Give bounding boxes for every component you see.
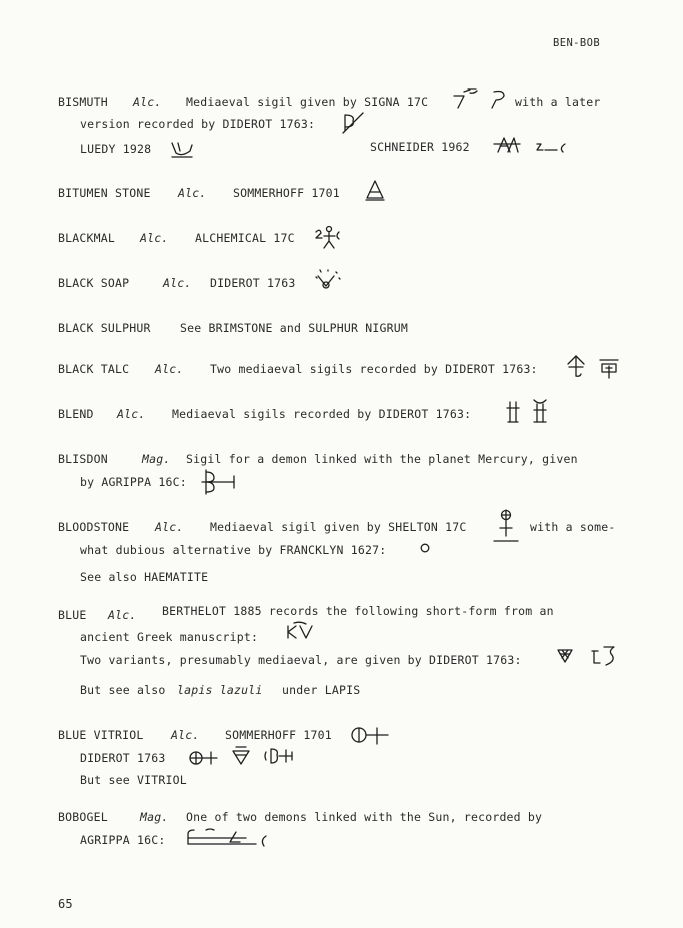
bloodstone-sigil bbox=[494, 508, 518, 544]
blue-vitriol-sigil-sommerhoff bbox=[350, 724, 392, 746]
blue-sigil-variant-1 bbox=[556, 648, 574, 664]
entry-text: Mediaeval sigil given by SIGNA 17C bbox=[186, 95, 429, 109]
page-number: 65 bbox=[58, 897, 73, 911]
entry-text: version recorded by DIDEROT 1763: bbox=[80, 117, 316, 131]
entry-text: SOMMERHOFF 1701 bbox=[233, 186, 340, 200]
blue-sigil-variant-2 bbox=[590, 643, 620, 667]
entry-text: BERTHELOT 1885 records the following short-form from an bbox=[162, 604, 554, 618]
blue-vitriol-sigil-diderot-3 bbox=[262, 744, 298, 768]
blend-sigil-1 bbox=[505, 398, 521, 426]
entry-tag: Alc. bbox=[155, 362, 184, 376]
entry-text: with a later bbox=[515, 95, 601, 109]
black-talc-sigil-1 bbox=[566, 354, 586, 380]
entry-term: BISMUTH bbox=[58, 95, 108, 109]
blue-vitriol-sigil-diderot-1 bbox=[187, 748, 221, 768]
blend-sigil-2 bbox=[530, 396, 550, 426]
entry-tag: Alc. bbox=[140, 231, 169, 245]
entry-term: BOBOGEL bbox=[58, 810, 108, 824]
entry-term: BITUMEN STONE bbox=[58, 186, 151, 200]
blue-sigil-greek bbox=[284, 622, 320, 642]
running-header: BEN-BOB bbox=[553, 37, 601, 49]
blue-vitriol-sigil-diderot-2 bbox=[230, 745, 252, 767]
bismuth-sigil-schneider-2 bbox=[535, 138, 569, 156]
entry-tag: Alc. bbox=[108, 608, 137, 622]
entry-term: BLISDON bbox=[58, 452, 108, 466]
bismuth-sigil-schneider-1 bbox=[492, 134, 522, 158]
bloodstone-sigil-alt bbox=[419, 542, 431, 554]
entry-term: BLEND bbox=[58, 407, 94, 421]
entry-text: by AGRIPPA 16C: bbox=[80, 475, 187, 489]
entry-tag: Alc. bbox=[133, 95, 162, 109]
entry-term: BLOODSTONE bbox=[58, 520, 130, 534]
entry-text: ancient Greek manuscript: bbox=[80, 630, 259, 644]
bobogel-sigil bbox=[186, 826, 272, 850]
blisdon-sigil bbox=[200, 468, 238, 496]
bitumen-sigil bbox=[364, 178, 386, 202]
black-soap-sigil bbox=[314, 268, 342, 294]
entry-text: DIDEROT 1763 bbox=[80, 751, 166, 765]
entry-tag: Alc. bbox=[163, 276, 192, 290]
entry-term: BLACKMAL bbox=[58, 231, 115, 245]
entry-term: BLACK SULPHUR bbox=[58, 321, 151, 335]
black-talc-sigil-2 bbox=[597, 356, 621, 382]
bismuth-sigil-later bbox=[488, 88, 512, 112]
entry-term: BLUE VITRIOL bbox=[58, 728, 144, 742]
entry-text: Sigil for a demon linked with the planet Mercury, given bbox=[186, 452, 578, 466]
entry-text: But see VITRIOL bbox=[80, 773, 187, 787]
entry-text: LUEDY 1928 bbox=[80, 142, 152, 156]
entry-text: DIDEROT 1763 bbox=[210, 276, 296, 290]
entry-text: with a some- bbox=[530, 520, 616, 534]
entry-text: See BRIMSTONE and SULPHUR NIGRUM bbox=[180, 321, 408, 335]
entry-text-italic: lapis lazuli bbox=[177, 683, 263, 697]
entry-text: One of two demons linked with the Sun, recorded by bbox=[186, 810, 543, 824]
entry-text: SOMMERHOFF 1701 bbox=[225, 728, 332, 742]
entry-term: BLACK TALC bbox=[58, 362, 130, 376]
blackmal-sigil bbox=[313, 224, 343, 252]
entry-text: See also HAEMATITE bbox=[80, 570, 209, 584]
entry-text: Mediaeval sigils recorded by DIDEROT 1763: bbox=[172, 407, 472, 421]
entry-text: AGRIPPA 16C: bbox=[80, 833, 166, 847]
entry-term: BLUE bbox=[58, 608, 87, 622]
bismuth-sigil-signa bbox=[450, 86, 480, 112]
entry-text: what dubious alternative by FRANCKLYN 1627: bbox=[80, 543, 387, 557]
bismuth-sigil-luedy bbox=[168, 137, 196, 161]
entry-text: SCHNEIDER 1962 bbox=[370, 140, 470, 154]
entry-text: Mediaeval sigil given by SHELTON 17C bbox=[210, 520, 467, 534]
entry-text: Two variants, presumably mediaeval, are given by DIDEROT 1763: bbox=[80, 653, 522, 667]
entry-text: ALCHEMICAL 17C bbox=[195, 231, 295, 245]
bismuth-sigil-diderot bbox=[341, 111, 367, 135]
entry-tag: Mag. bbox=[140, 810, 169, 824]
entry-term: BLACK SOAP bbox=[58, 276, 130, 290]
entry-tag: Alc. bbox=[155, 520, 184, 534]
entry-tag: Mag. bbox=[142, 452, 171, 466]
entry-text: But see also bbox=[80, 683, 166, 697]
entry-text: under LAPIS bbox=[282, 683, 361, 697]
entry-tag: Alc. bbox=[171, 728, 200, 742]
entry-text: Two mediaeval sigils recorded by DIDEROT 1763: bbox=[210, 362, 538, 376]
entry-tag: Alc. bbox=[178, 186, 207, 200]
entry-tag: Alc. bbox=[117, 407, 146, 421]
